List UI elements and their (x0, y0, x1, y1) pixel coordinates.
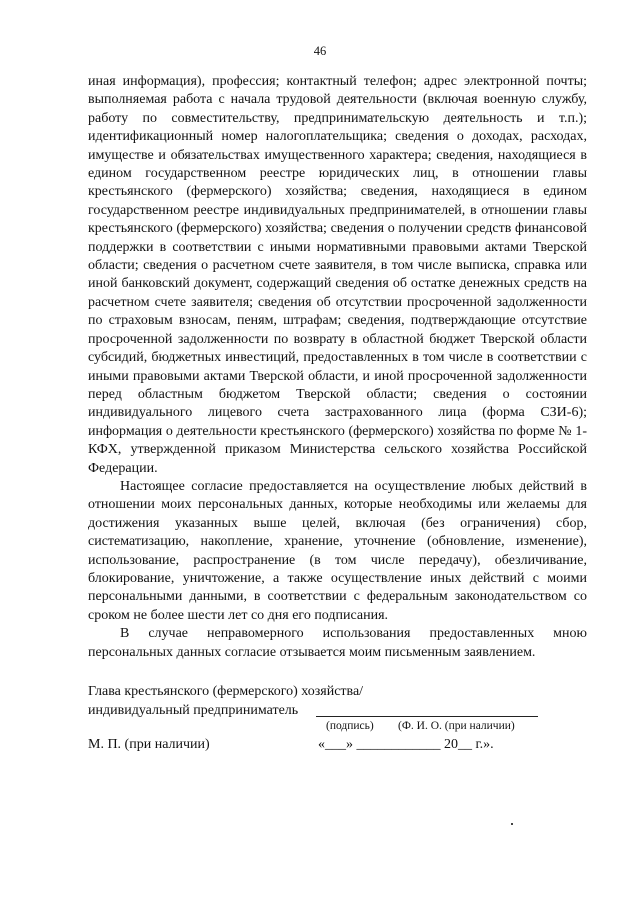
date-line: «___» ____________ 20__ г.». (318, 737, 494, 752)
scan-mark (511, 823, 513, 825)
signatory-role-line-2: индивидуальный предприниматель (88, 703, 299, 718)
name-caption: (Ф. И. О. (при наличии) (398, 720, 515, 732)
document-body (88, 73, 587, 662)
paragraph-personal-data-list: иная информация), профессия; контактный телефон; адрес электронной почты; выполняемая работа с начала трудовой деятельности (включая военную службу, работу по совместительству, предпринимательскую деятельность и т.п.); идентификационный номер налогоплательщика; сведения о доходах, расходах, имуществе и обязательствах имущественного характера; сведения, находящиеся в едином государственном реестре юридических лиц, в отношении главы крестьянского (фермерского) хозяйства; сведения, находящиеся в едином государственном реестре индивидуальных предпринимателей, в отношении главы крестьянского (фермерского) хозяйства; сведения о получении средств финансовой поддержки в соответствии с иными нормативными правовыми актами Тверской области; сведения о расчетном счете заявителя, в том числе выписка, справка или иной банковский документ, содержащий сведения об остатке денежных средств на расчетном счете заявителя; сведения об отсутствии просроченной задолженности по страховым взносам, пеням, штрафам; сведения, подтверждающие отсутствие просроченной задолженности по возврату в областной бюджет Тверской области субсидий, бюджетных инвестиций, предоставленных в том числе в соответствии с иными правовыми актами Тверской области, и иной просроченной задолженности перед областным бюджетом Тверской области; сведения о состоянии индивидуального лицевого счета застрахованного лица (форма СЗИ-6); информация о деятельности крестьянского (фермерского) хозяйства по форме № 1-КФХ, утвержденной приказом Министерства сельского хозяйства Российской Федерации. (88, 74, 587, 476)
page-number: 46 (313, 44, 327, 58)
stamp-label: М. П. (при наличии) (88, 737, 210, 752)
signature-caption: (подпись) (326, 720, 374, 732)
paragraph-consent-revocation: В случае неправомерного использования предоставленных мною персональных данных согласие отзывается моим письменным заявлением. (88, 626, 587, 660)
signature-blank-line (316, 716, 538, 717)
signatory-role-line-1: Глава крестьянского (фермерского) хозяйства/ (88, 684, 364, 699)
paragraph-consent-scope: Настоящее согласие предоставляется на осуществление любых действий в отношении моих персональных данных, которые необходимы или желаемы для достижения указанных выше целей, включая (без ограничения) сбор, систематизацию, накопление, хранение, уточнение (обновление, изменение), использование, распространение (в том числе передачу), обезличивание, блокирование, уничтожение, а также осуществление иных действий с моими персональными данными, в соответствии с федеральным законодательством со сроком не более шести лет со дня его подписания. (88, 478, 587, 623)
